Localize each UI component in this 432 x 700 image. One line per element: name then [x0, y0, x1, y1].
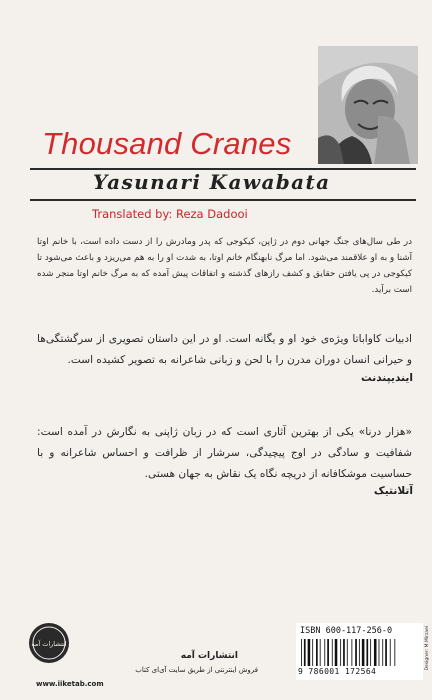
author-portrait: [318, 46, 418, 164]
barcode-bar: [362, 639, 365, 666]
review-quote-atlantic: «هزار درنا» یکی از بهترین آثاری است که در زبان ژاپنی به نگارش در آمده است: شفافیت و سادگی در اوج پیچیدگی، سرشار از ظرافت و احساس شاعرانه و با حساسیت موشکافانه از دریچه نگاه یک نقاش به جهان هستی.: [37, 426, 412, 480]
barcode-bar: [304, 639, 306, 666]
publisher-name: انتشارات آمه: [180, 651, 238, 661]
review-source-atlantic: آتلانتیک: [373, 485, 413, 497]
barcode-bar: [343, 639, 345, 666]
barcode-bar: [324, 639, 325, 666]
barcode-bar: [385, 639, 387, 666]
title-rule-bottom: [30, 199, 416, 201]
barcode-bar: [394, 639, 395, 666]
barcode-bar: [312, 639, 313, 666]
barcode-bar: [332, 639, 333, 666]
barcode-bar: [335, 639, 338, 666]
publisher-logo-text: انتشارات آمه: [31, 640, 67, 648]
barcode-bar: [347, 639, 348, 666]
barcode-bar: [355, 639, 357, 666]
isbn-number: ISBN 600-117-256-0: [300, 626, 393, 636]
online-sales-note: فروش اینترنتی از طریق سایت آی‌ای کتاب: [135, 666, 258, 674]
barcode-digits: 9 786001 172564: [298, 667, 377, 676]
barcode-bar: [340, 639, 341, 666]
designer-credit: Designer: M.Mirzaei: [425, 626, 430, 671]
barcode: [300, 639, 418, 666]
barcode-bar: [320, 639, 321, 666]
author-name: Yasunari Kawabata: [93, 170, 331, 194]
barcode-bar: [374, 639, 377, 666]
barcode-bar: [327, 639, 329, 666]
barcode-bar: [351, 639, 352, 666]
barcode-bar: [370, 639, 371, 666]
barcode-bar: [382, 639, 383, 666]
review-quote-independent: ادبیات کاواباتا ویژه‌ی خود او و یگانه است. او در این داستان تصویری از سرگشتگی‌ها و حیرانی انسان دوران مدرن را با لحن و زبانی شاعرانه به تصویر کشیده است.: [37, 333, 412, 366]
publisher-website: www.iiketab.com: [36, 680, 104, 688]
translator-credit: Translated by: Reza Dadooi: [92, 207, 248, 221]
barcode-bar: [379, 639, 380, 666]
barcode-bar: [301, 639, 302, 666]
synopsis-paragraph: در طی سال‌های جنگ جهانی دوم در ژاپن، کیکوجی که پدر ومادرش را از دست داده است، با خانم اوتا آشنا و به او علاقمند می‌شود. اما مرگ نابهنگام خانم اوتا، به شدت او را به هم می‌ریزد و باعث می‌شود تا کیکوجی در پی یافتن حقایق و کشف رازهای گذشته و اتفاقات پیش آمده که به مرگ خانم اوتا منجر شده است برآید.: [37, 237, 412, 295]
book-title: Thousand Cranes: [42, 126, 292, 161]
barcode-bar: [390, 639, 391, 666]
barcode-bar: [359, 639, 360, 666]
barcode-bar: [366, 639, 368, 666]
barcode-bar: [308, 639, 311, 666]
barcode-bar: [316, 639, 318, 666]
review-source-independent: ایندیپندنت: [361, 372, 413, 384]
